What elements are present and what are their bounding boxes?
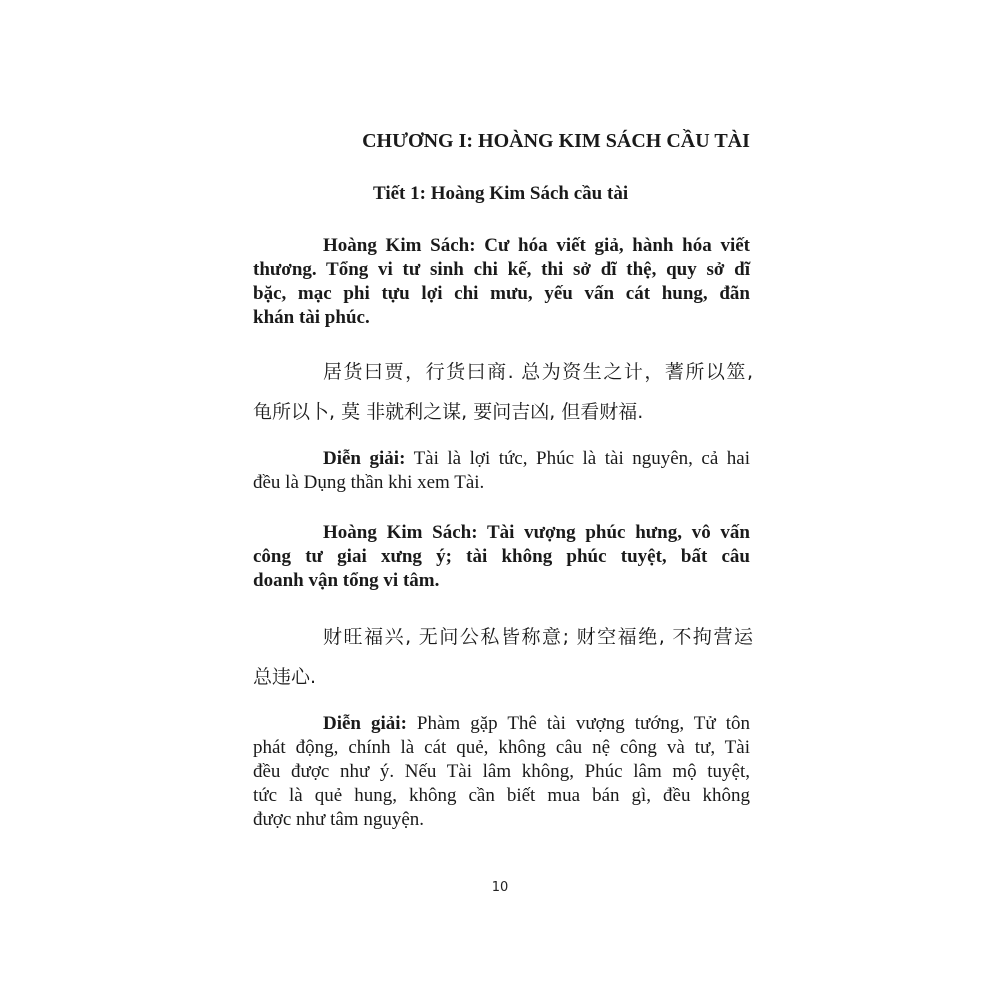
text-line: Diễn giải: Tài là lợi tức, Phúc là tài nguyên, cả hai xyxy=(323,448,751,469)
text-line: doanh vận tổng vi tâm. xyxy=(253,570,440,591)
text-line: 龟所以卜, 莫 非就利之谋, 要问吉凶, 但看财福. xyxy=(253,401,644,423)
paragraph-explanation-2 xyxy=(253,712,750,832)
paragraph-chinese-2 xyxy=(253,617,753,697)
text-line: phát động, chính là cát quẻ, không câu nệ công và tư, Tài xyxy=(253,737,750,758)
text-line: bặc, mạc phi tựu lợi chi mưu, yếu vấn cát hung, đãn xyxy=(253,283,750,304)
text-line: công tư giai xưng ý; tài không phúc tuyệt, bất câu xyxy=(253,546,750,567)
text-line: 总违心. xyxy=(253,666,317,688)
text-line: Hoàng Kim Sách: Tài vượng phúc hưng, vô vấn xyxy=(323,522,750,543)
text-line: khán tài phúc. xyxy=(253,307,370,328)
text-line: 居货曰贾，行货曰商. 总为资生之计，蓍所以筮, xyxy=(323,361,753,383)
text-line: đều là Dụng thần khi xem Tài. xyxy=(253,472,485,493)
chapter-title: CHƯƠNG I: HOÀNG KIM SÁCH CẦU TÀI xyxy=(362,130,750,152)
paragraph-hoang-kim-sach-2 xyxy=(253,521,750,593)
paragraph-explanation-1 xyxy=(253,447,750,495)
paragraph-hoang-kim-sach-1 xyxy=(253,234,750,330)
text-line: tức là quẻ hung, không cần biết mua bán gì, đều không xyxy=(253,785,750,806)
text-line: được như tâm nguyện. xyxy=(253,809,424,830)
explanation-label: Diễn giải: xyxy=(323,448,406,469)
text-line: 财旺福兴, 无问公私皆称意; 财空福绝, 不拘营运 xyxy=(323,626,753,648)
text-line: đều được như ý. Nếu Tài lâm không, Phúc lâm mộ tuyệt, xyxy=(253,761,750,782)
page-number: 10 xyxy=(491,880,509,895)
text-line: Diễn giải: Phàm gặp Thê tài vượng tướng, Tử tôn xyxy=(323,713,750,734)
text-line: Hoàng Kim Sách: Cư hóa viết giả, hành hóa viết xyxy=(323,235,750,256)
text-line: thương. Tổng vi tư sinh chi kế, thi sở dĩ thệ, quy sở dĩ xyxy=(253,259,750,280)
explanation-label: Diễn giải: xyxy=(323,713,407,734)
paragraph-chinese-1 xyxy=(253,352,753,432)
section-title: Tiết 1: Hoàng Kim Sách cầu tài xyxy=(373,183,629,204)
